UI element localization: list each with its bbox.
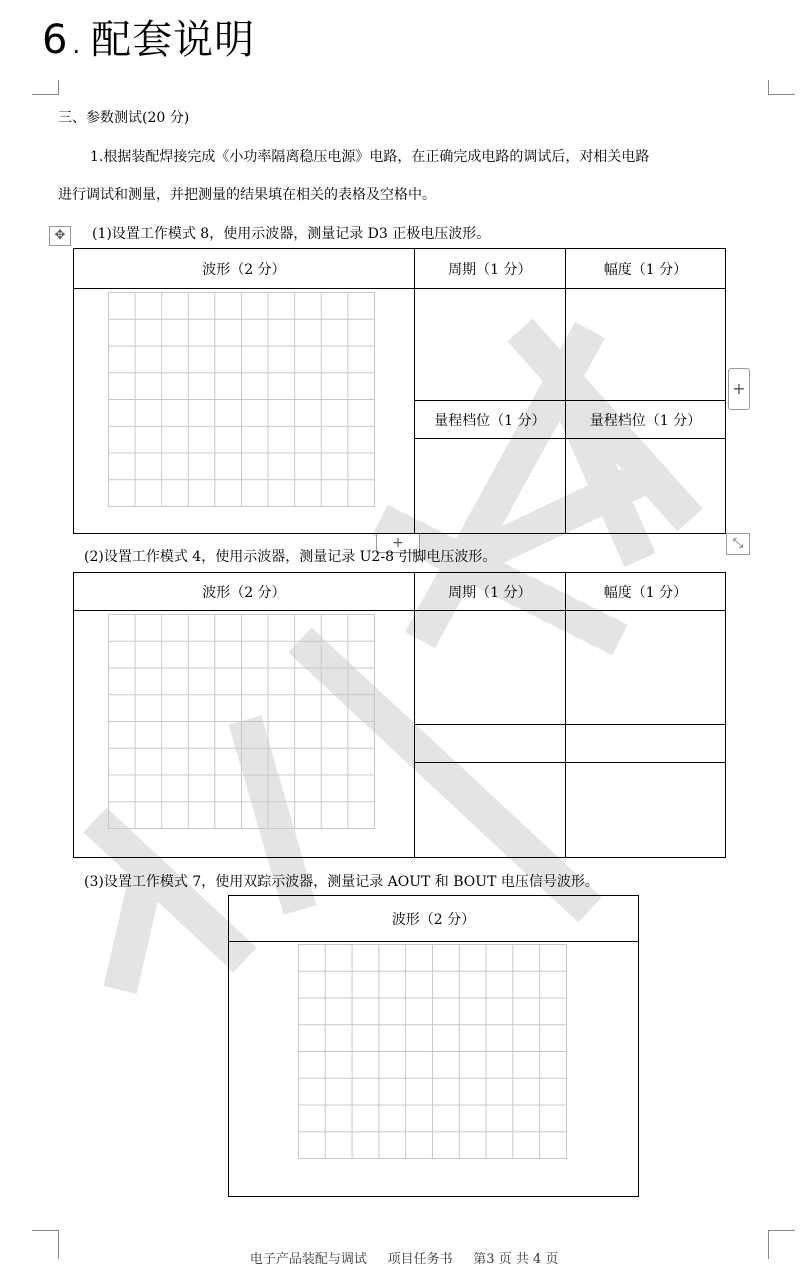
task3-header-waveform: 波形（2 分） <box>229 896 639 942</box>
footer-course: 电子产品装配与调试 <box>249 1252 367 1267</box>
intro-line-1: 1.根据装配焊接完成《小功率隔离稳压电源》电路，在正确完成电路的调试后，对相关电路 <box>90 149 650 165</box>
task2-header-waveform: 波形（2 分） <box>74 573 415 611</box>
page-heading <box>42 14 255 71</box>
heading-dot: . <box>72 31 82 59</box>
page-footer <box>0 1233 800 1267</box>
task2-blank-cell-2[interactable] <box>565 725 725 763</box>
task2-header-period: 周期（1 分） <box>414 573 565 611</box>
footer-page-number: 第3 页 共 4 页 <box>473 1252 559 1267</box>
task3-oscilloscope-grid <box>298 944 567 1159</box>
task1-header-range-1: 量程档位（1 分） <box>414 401 565 439</box>
task2-blank-cell-4[interactable] <box>565 763 725 858</box>
corner-mark-top-right <box>768 80 795 95</box>
task1-header-amplitude: 幅度（1 分） <box>565 249 725 289</box>
table-move-handle[interactable]: ✥ <box>49 226 71 246</box>
add-row-button[interactable]: + <box>376 534 420 553</box>
heading-number: 6 <box>42 17 69 63</box>
task3-instruction: (3)设置工作模式 7，使用双踪示波器，测量记录 AOUT 和 BOUT 电压信号波形。 <box>84 874 599 890</box>
task2-header-amplitude: 幅度（1 分） <box>565 573 725 611</box>
task2-instruction: (2)设置工作模式 4，使用示波器，测量记录 U2-8 引脚电压波形。 <box>84 549 497 565</box>
task1-oscilloscope-grid <box>108 292 375 507</box>
intro-line-2: 进行调试和测量，并把测量的结果填在相关的表格及空格中。 <box>58 187 436 203</box>
add-column-button[interactable]: + <box>728 368 750 410</box>
task1-range-2-value[interactable] <box>565 439 725 534</box>
task1-instruction: (1)设置工作模式 8，使用示波器，测量记录 D3 正极电压波形。 <box>92 226 491 242</box>
task2-amplitude-value[interactable] <box>565 611 725 725</box>
table-resize-handle[interactable]: ⤡ <box>726 533 750 555</box>
heading-title: 配套说明 <box>91 17 256 63</box>
corner-mark-top-left <box>32 80 59 95</box>
task2-blank-cell-3[interactable] <box>414 763 565 858</box>
task2-oscilloscope-grid <box>108 614 375 829</box>
task1-header-range-2: 量程档位（1 分） <box>565 401 725 439</box>
task1-period-value[interactable] <box>414 289 565 401</box>
task2-blank-cell-1[interactable] <box>414 725 565 763</box>
footer-doc: 项目任务书 <box>387 1252 453 1267</box>
task2-period-value[interactable] <box>414 611 565 725</box>
task1-amplitude-value[interactable] <box>565 289 725 401</box>
task1-header-period: 周期（1 分） <box>414 249 565 289</box>
task1-header-waveform: 波形（2 分） <box>74 249 415 289</box>
section-title: 三、参数测试(20 分) <box>58 110 190 126</box>
task1-range-1-value[interactable] <box>414 439 565 534</box>
